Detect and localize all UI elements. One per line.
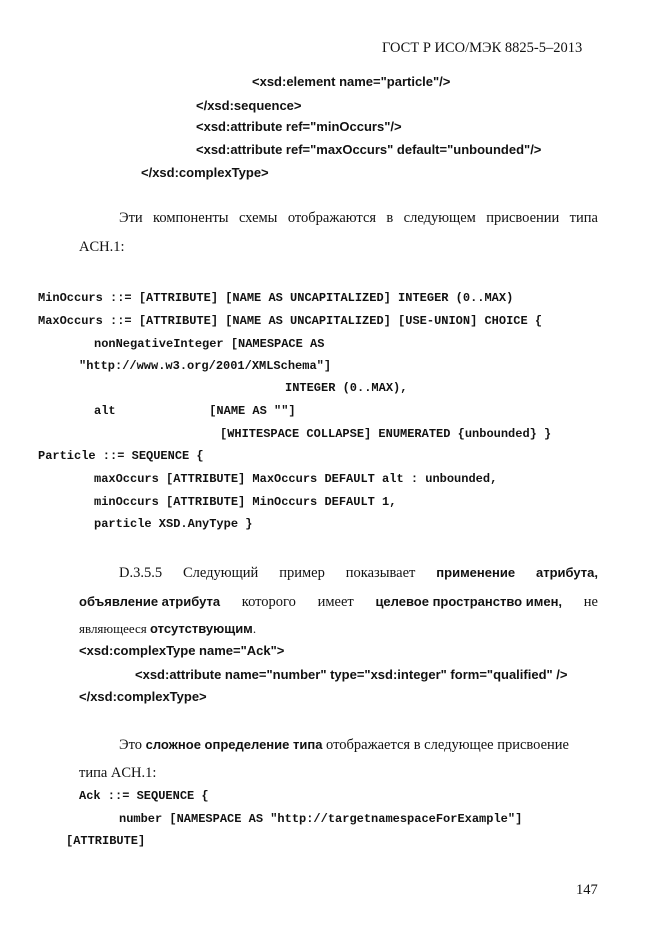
word: которого xyxy=(241,594,296,610)
word: имеет xyxy=(317,594,354,610)
paragraph-line xyxy=(119,566,598,581)
word: отображается в следующее присвоение xyxy=(322,737,569,753)
code-line: particle XSD.AnyType } xyxy=(94,517,253,531)
bold-term: атрибута, xyxy=(535,565,598,580)
paragraph-line: типа ACH.1: xyxy=(79,765,157,781)
word: компоненты xyxy=(153,210,229,226)
code-line: "http://www.w3.org/2001/XMLSchema"] xyxy=(79,359,332,373)
word: Следующий xyxy=(183,565,259,581)
xsd-line: </xsd:sequence> xyxy=(196,98,302,113)
word: следующем xyxy=(403,210,476,226)
bold-term: целевое пространство имен, xyxy=(375,594,563,609)
word: являющееся xyxy=(79,621,150,636)
word: Это xyxy=(119,737,146,753)
xsd-line: </xsd:complexType> xyxy=(141,165,269,180)
word: присвоении xyxy=(486,210,560,226)
bold-term: применение xyxy=(436,565,516,580)
xsd-line: <xsd:attribute ref="maxOccurs" default="unbounded"/> xyxy=(196,142,542,157)
word: пример xyxy=(279,565,325,581)
code-line: minOccurs [ATTRIBUTE] MinOccurs DEFAULT 1, xyxy=(94,495,397,509)
xsd-line: </xsd:complexType> xyxy=(79,689,207,704)
code-line: MaxOccurs ::= [ATTRIBUTE] [NAME AS UNCAPITALIZED] [USE-UNION] CHOICE { xyxy=(38,314,543,328)
xsd-line: <xsd:attribute ref="minOccurs"/> xyxy=(196,119,402,134)
code-line: MinOccurs ::= [ATTRIBUTE] [NAME AS UNCAPITALIZED] INTEGER (0..MAX) xyxy=(38,291,514,305)
bold-term: сложное определение типа xyxy=(145,737,323,752)
xsd-line: <xsd:attribute name="number" type="xsd:integer" form="qualified" /> xyxy=(135,667,568,682)
code-line: [ATTRIBUTE] xyxy=(66,834,146,848)
word: не xyxy=(583,594,598,610)
word: показывает xyxy=(345,565,416,581)
code-line: nonNegativeInteger [NAMESPACE AS xyxy=(94,337,325,351)
clause-number: D.3.5.5 xyxy=(119,565,163,581)
word: типа xyxy=(569,210,598,226)
code-line: Ack ::= SEQUENCE { xyxy=(79,789,209,803)
paragraph-line: ACH.1: xyxy=(79,239,125,255)
code-line: [WHITESPACE COLLAPSE] ENUMERATED {unbounded} } xyxy=(220,427,552,441)
code-line: maxOccurs [ATTRIBUTE] MaxOccurs DEFAULT alt : unbounded, xyxy=(94,472,498,486)
word: схемы xyxy=(238,210,278,226)
standard-header: ГОСТ Р ИСО/МЭК 8825-5–2013 xyxy=(382,40,583,56)
paragraph-line xyxy=(119,211,598,226)
xsd-line: <xsd:complexType name="Ack"> xyxy=(79,643,285,658)
word: Эти xyxy=(119,210,143,226)
code-line: INTEGER (0..MAX), xyxy=(285,381,408,395)
paragraph-line xyxy=(119,738,569,753)
bold-term: отсутствующим xyxy=(150,621,253,636)
word: отображаются xyxy=(287,210,377,226)
code-line: number [NAMESPACE AS "http://targetnamespaceForExample"] xyxy=(119,812,523,826)
code-line: alt [NAME AS ""] xyxy=(94,404,296,418)
paragraph-line xyxy=(79,622,256,635)
word: в xyxy=(386,210,394,226)
word: . xyxy=(252,621,257,636)
bold-term: объявление атрибута xyxy=(79,594,221,609)
page-number: 147 xyxy=(576,882,598,898)
xsd-line: <xsd:element name="particle"/> xyxy=(252,74,451,89)
paragraph-line xyxy=(79,595,598,610)
code-line: Particle ::= SEQUENCE { xyxy=(38,449,204,463)
